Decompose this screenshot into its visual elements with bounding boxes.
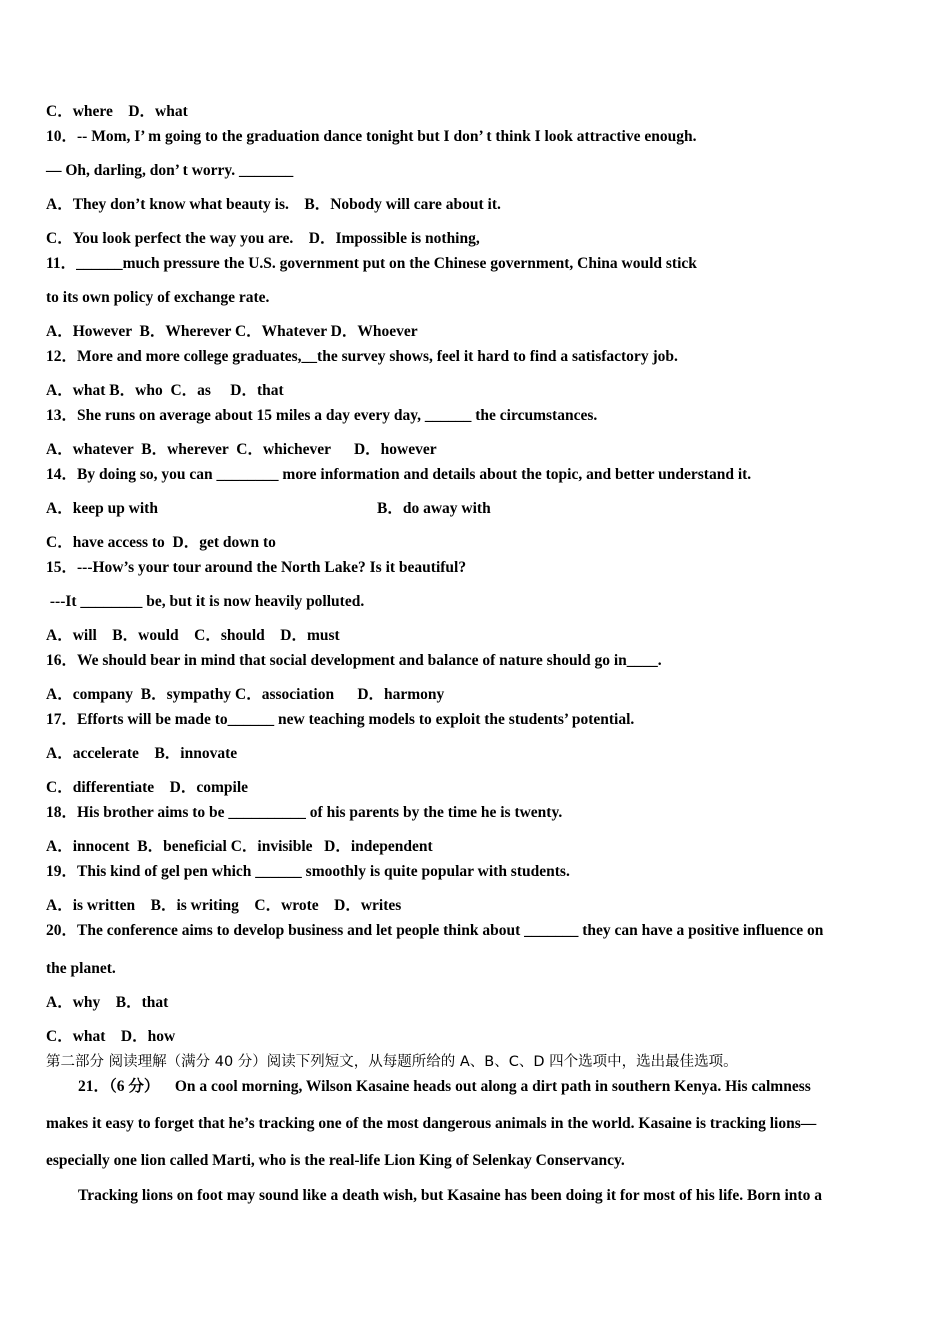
question-15-reply: ---It ________ be, but it is now heavily polluted. <box>46 593 365 610</box>
question-11: 11．______much pressure the U.S. government put on the Chinese government, China would stick <box>46 255 697 272</box>
question-14: 14．By doing so, you can ________ more information and details about the topic, and better understand it. <box>46 466 752 483</box>
answer-options-line: A．why B．that <box>46 994 169 1011</box>
answer-options-line: A．whatever B．wherever C．whichever D．however <box>46 441 437 458</box>
answer-options-line: C．what D．how <box>46 1028 176 1045</box>
question-15: 15．---How’s your tour around the North Lake? Is it beautiful? <box>46 559 467 576</box>
answer-options-line: C．differentiate D．compile <box>46 779 249 796</box>
question-11-cont: to its own policy of exchange rate. <box>46 289 270 306</box>
passage-line: makes it easy to forget that he’s tracking one of the most dangerous animals in the world. Kasaine is tracking lions— <box>46 1115 817 1132</box>
answer-options-line: A．company B．sympathy C．association D．harmony <box>46 686 445 703</box>
answer-options-line: A．However B．Wherever C．Whatever D．Whoever <box>46 323 418 340</box>
question-18: 18．His brother aims to be __________ of his parents by the time he is twenty. <box>46 804 563 821</box>
answer-options-line: A．will B．would C．should D．must <box>46 627 340 644</box>
question-17: 17．Efforts will be made to______ new teaching models to exploit the students’ potential. <box>46 711 635 728</box>
answer-option-b: B．do away with <box>377 500 491 517</box>
question-19: 19．This kind of gel pen which ______ smoothly is quite popular with students. <box>46 863 570 880</box>
question-20: 20．The conference aims to develop business and let people think about _______ they can have a positive influence on <box>46 922 824 939</box>
answer-option-a: A．keep up with <box>46 500 158 517</box>
answer-options-line: A．They don’t know what beauty is. B．Nobody will care about it. <box>46 196 501 213</box>
section-heading: 第二部分 阅读理解（满分 40 分）阅读下列短文，从每题所给的 A、B、C、D 四个选项中，选出最佳选项。 <box>46 1054 738 1070</box>
answer-options-line: C．You look perfect the way you are. D．Impossible is nothing, <box>46 230 480 247</box>
passage-line: 21．（6 分） On a cool morning, Wilson Kasaine heads out along a dirt path in southern Kenya. His calmness <box>78 1078 811 1095</box>
question-16: 16．We should bear in mind that social development and balance of nature should go in____. <box>46 652 662 669</box>
answer-options-line: A．is written B．is writing C．wrote D．writes <box>46 897 402 914</box>
question-20-cont: the planet. <box>46 960 116 977</box>
question-10: 10．-- Mom, I’ m going to the graduation dance tonight but I don’ t think I look attractive enough. <box>46 128 697 145</box>
answer-options-line: A．what B．who C．as D．that <box>46 382 284 399</box>
question-12: 12．More and more college graduates,__the survey shows, feel it hard to find a satisfactory job. <box>46 348 678 365</box>
passage-line: Tracking lions on foot may sound like a death wish, but Kasaine has been doing it for most of his life. Born into a <box>78 1187 822 1204</box>
answer-options-line: C．have access to D．get down to <box>46 534 276 551</box>
answer-options-line: C．where D．what <box>46 103 188 120</box>
answer-options-line: A．accelerate B．innovate <box>46 745 238 762</box>
answer-options-line: A．innocent B．beneficial C．invisible D．independent <box>46 838 433 855</box>
passage-line: especially one lion called Marti, who is the real-life Lion King of Selenkay Conservancy. <box>46 1152 625 1169</box>
question-10-reply: — Oh, darling, don’ t worry. _______ <box>46 162 294 179</box>
question-13: 13．She runs on average about 15 miles a day every day, ______ the circumstances. <box>46 407 598 424</box>
